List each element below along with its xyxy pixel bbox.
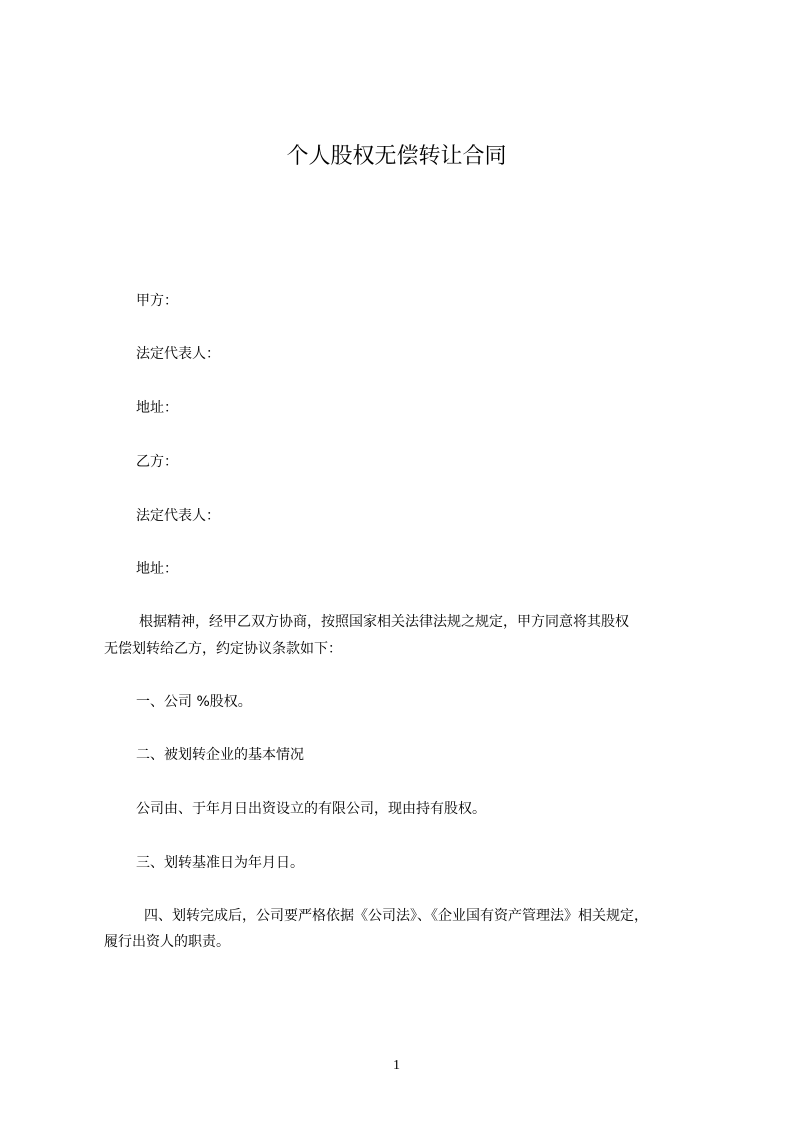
party-a-address-label: 地址： [136,400,178,416]
clause-1: 一、公司 %股权。 [136,694,252,710]
party-a-label: 甲方： [136,293,178,309]
clause-3: 三、划转基准日为年月日。 [136,855,304,871]
clause-4-line-1: 四、划转完成后，公司要严格依据《公司法》、《企业国有资产管理法》相关规定， [144,908,648,924]
party-b-representative-label: 法定代表人： [136,508,220,524]
intro-paragraph-line-1: 根据精神，经甲乙双方协商，按照国家相关法律法规之规定，甲方同意将其股权 [139,614,629,630]
page-number: 1 [393,1058,400,1073]
party-b-label: 乙方： [136,454,178,470]
document-title: 个人股权无偿转让合同 [286,144,507,169]
clause-4-line-2: 履行出资人的职责。 [104,934,230,950]
clause-2-heading: 二、被划转企业的基本情况 [136,747,304,763]
party-b-address-label: 地址： [136,561,178,577]
party-a-representative-label: 法定代表人： [136,346,220,362]
clause-2-body: 公司由、于年月日出资设立的有限公司，现由持有股权。 [136,801,486,817]
intro-paragraph-line-2: 无偿划转给乙方，约定协议条款如下： [104,641,342,657]
